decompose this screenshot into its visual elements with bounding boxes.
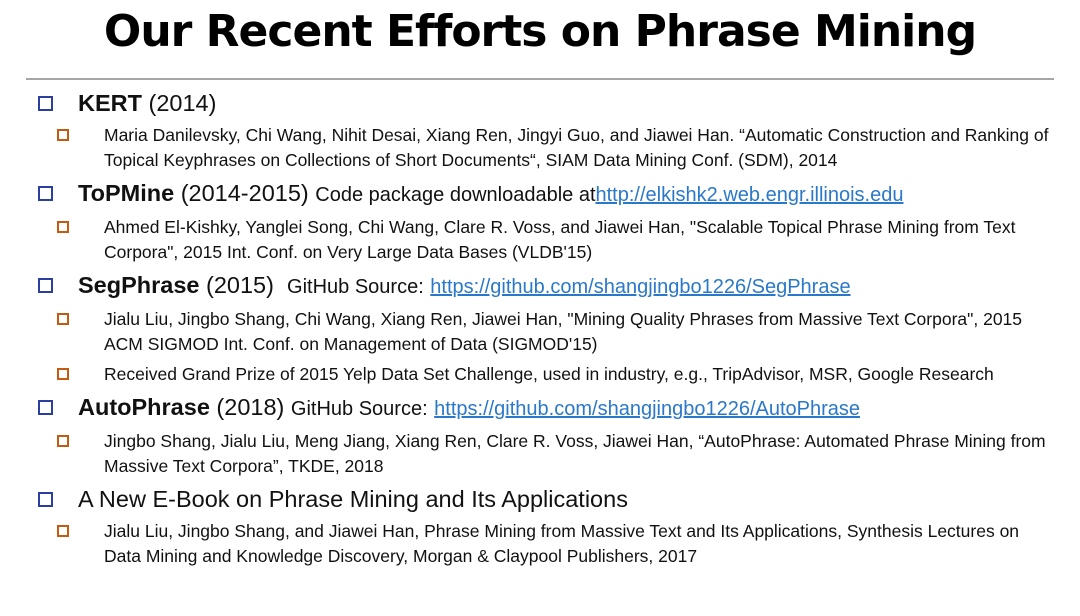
project-link[interactable]: https://github.com/shangjingbo1226/AutoPhrase (434, 398, 861, 420)
project-years: (2015) (206, 272, 274, 298)
square-bullet-icon (57, 221, 69, 233)
bullet-segphrase (0, 270, 1080, 302)
slide-content (0, 88, 1080, 574)
project-note: GitHub Source: (287, 276, 424, 298)
citation-text: Jialu Liu, Jingbo Shang, and Jiawei Han, Phrase Mining from Massive Text and Its Applications, Synthesis Lectures on Data Mining and Knowledge Discovery, Morgan & Claypool Publishers, 2017 (104, 521, 1020, 566)
square-bullet-icon (57, 368, 69, 380)
project-link[interactable]: https://github.com/shangjingbo1226/SegPhrase (430, 276, 851, 298)
sub-bullet-autophrase-paper (0, 429, 1080, 479)
sub-bullet-kert-paper (0, 123, 1080, 173)
bullet-ebook (0, 484, 1080, 514)
square-bullet-icon (57, 313, 69, 325)
bullet-autophrase (0, 392, 1080, 424)
project-note: Code package downloadable at (315, 184, 596, 206)
citation-text: Jingbo Shang, Jialu Liu, Meng Jiang, Xiang Ren, Clare R. Voss, Jiawei Han, “AutoPhrase: Automated Phrase Mining from Massive Text Corpora”, TKDE, 2018 (104, 431, 1046, 476)
square-bullet-icon (57, 129, 69, 141)
square-bullet-icon (38, 186, 53, 201)
square-bullet-icon (38, 96, 53, 111)
ebook-heading: A New E-Book on Phrase Mining and Its Applications (78, 486, 628, 512)
square-bullet-icon (38, 492, 53, 507)
project-name: SegPhrase (78, 272, 200, 298)
bullet-kert (0, 88, 1080, 118)
project-link[interactable]: http://elkishk2.web.engr.illinois.edu (595, 184, 904, 206)
project-name: KERT (78, 90, 142, 116)
project-name: AutoPhrase (78, 394, 210, 420)
project-years: (2018) (216, 394, 285, 420)
sub-bullet-ebook-citation (0, 519, 1080, 569)
title-divider (26, 78, 1054, 80)
sub-bullet-segphrase-award (0, 362, 1080, 387)
project-note: GitHub Source: (290, 398, 428, 420)
sub-bullet-topmine-paper (0, 215, 1080, 265)
square-bullet-icon (38, 400, 53, 415)
square-bullet-icon (38, 278, 53, 293)
citation-text: Ahmed El-Kishky, Yanglei Song, Chi Wang, Clare R. Voss, and Jiawei Han, "Scalable Topical Phrase Mining from Text Corpora", 2015 Int. Conf. on Very Large Data Bases (VLDB'15) (104, 217, 1016, 262)
project-years: (2014-2015) (180, 180, 309, 206)
citation-text: Jialu Liu, Jingbo Shang, Chi Wang, Xiang Ren, Jiawei Han, "Mining Quality Phrases from Massive Text Corpora", 2015 ACM SIGMOD Int. Conf. on Management of Data (SIGMOD'15) (104, 309, 1023, 354)
award-text: Received Grand Prize of 2015 Yelp Data Set Challenge, used in industry, e.g., TripAdvisor, MSR, Google Research (104, 364, 994, 384)
square-bullet-icon (57, 435, 69, 447)
slide-title: Our Recent Efforts on Phrase Mining (103, 6, 977, 57)
project-years: (2014) (148, 90, 217, 116)
citation-text: Maria Danilevsky, Chi Wang, Nihit Desai, Xiang Ren, Jingyi Guo, and Jiawei Han. “Automatic Construction and Ranking of Topical Keyphrases on Collections of Short Documents“, SIAM Data Mining Conf. (SDM), 2014 (104, 125, 1049, 170)
square-bullet-icon (57, 525, 69, 537)
sub-bullet-segphrase-paper (0, 307, 1080, 357)
bullet-topmine (0, 178, 1080, 210)
project-name: ToPMine (78, 180, 175, 206)
